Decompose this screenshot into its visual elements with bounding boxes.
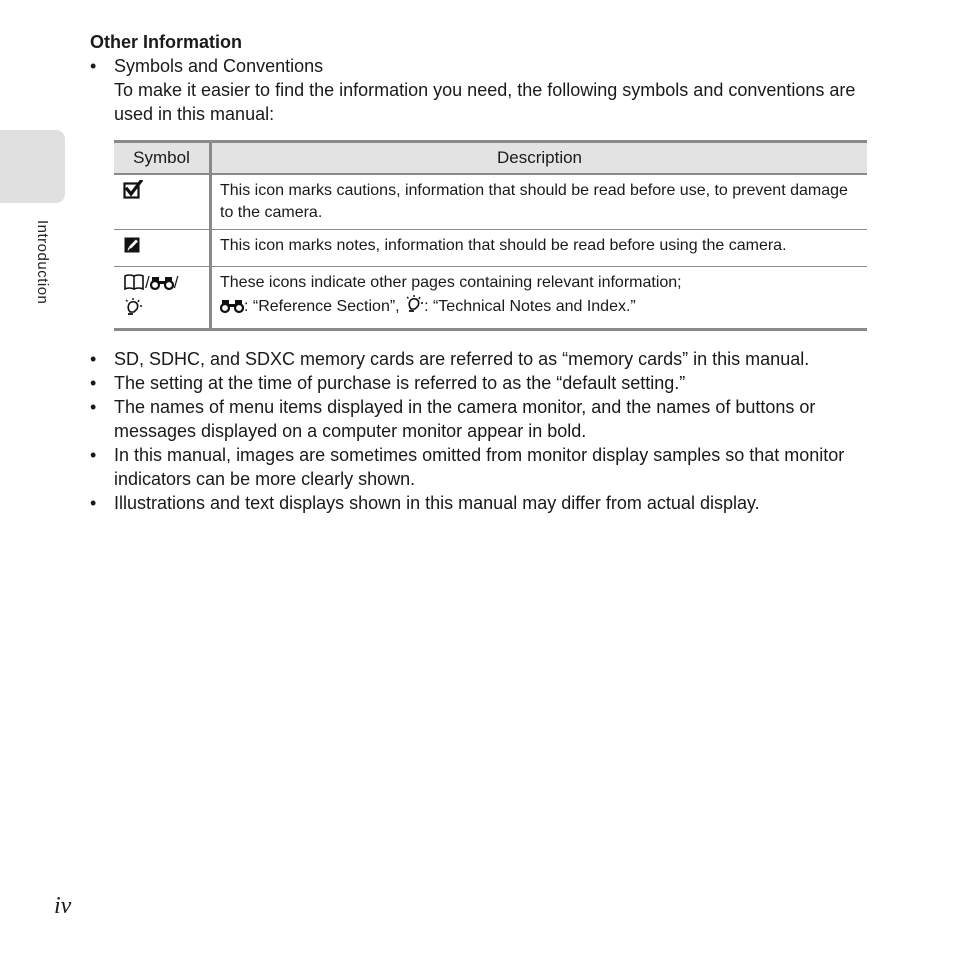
reference-section-text: : “Reference Section”, [244, 298, 405, 315]
symbol-cell [114, 174, 211, 230]
checkmark-box-icon [123, 180, 143, 206]
symbol-cell [114, 230, 211, 267]
section-tab-label: Introduction [34, 220, 51, 305]
intro-bullet-label: • Symbols and Conventions [114, 56, 324, 76]
lightbulb-icon [123, 297, 143, 323]
table-row [114, 230, 867, 267]
list-item: • The setting at the time of purchase is referred to as the “default setting.” [90, 371, 870, 395]
binoculars-icon [220, 298, 244, 321]
description-cell: This icon marks notes, information that should be read before using the camera. [211, 230, 868, 267]
conventions-list [90, 347, 870, 515]
symbol-column-header: Symbol [114, 142, 211, 175]
table-row [114, 267, 867, 330]
description-cell [211, 267, 868, 330]
description-column-header: Description [211, 142, 868, 175]
binoculars-icon [150, 275, 174, 297]
table-row [114, 174, 867, 230]
list-item: • Illustrations and text displays shown in this manual may differ from actual display. [90, 491, 870, 515]
list-item: • SD, SDHC, and SDXC memory cards are referred to as “memory cards” in this manual. [90, 347, 870, 371]
symbols-table [114, 140, 867, 331]
page-content [90, 30, 870, 515]
pencil-note-icon [123, 235, 143, 261]
description-line [220, 294, 859, 321]
symbol-separator: / [145, 273, 150, 292]
description-cell: This icon marks cautions, information that should be read before use, to prevent damage to the camera. [211, 174, 868, 230]
lightbulb-icon [404, 294, 424, 321]
list-item [90, 54, 870, 126]
book-icon [123, 273, 145, 297]
intro-paragraph: To make it easier to find the information you need, the following symbols and conventions are used in this manual: [114, 80, 856, 124]
symbol-separator: / [173, 273, 179, 292]
list-item: • The names of menu items displayed in the camera monitor, and the names of buttons or messages displayed on a computer monitor appear in bold. [90, 395, 870, 443]
page-number: iv [54, 893, 72, 919]
technical-notes-text: : “Technical Notes and Index.” [424, 298, 636, 315]
description-line: These icons indicate other pages containing relevant information; [220, 274, 682, 291]
section-tab [0, 130, 65, 203]
table-header-row [114, 142, 867, 175]
symbol-cell [114, 267, 211, 330]
list-item: • In this manual, images are sometimes omitted from monitor display samples so that monitor indicators can be more clearly shown. [90, 443, 870, 491]
intro-list [90, 54, 870, 126]
section-heading: Other Information [90, 32, 242, 52]
